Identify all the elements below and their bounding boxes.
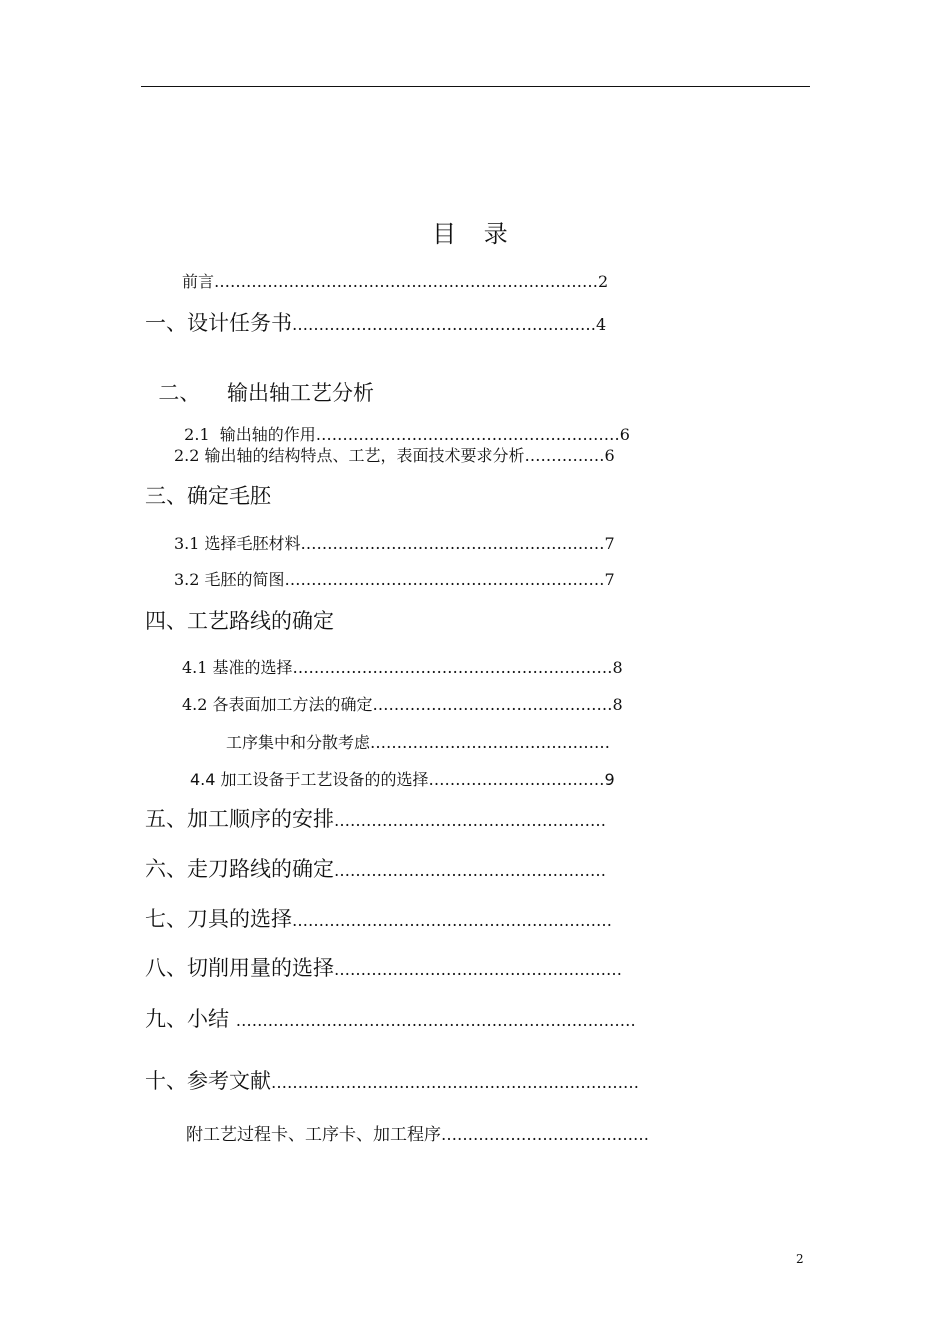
toc-entry-section-9[interactable] <box>145 1009 636 1030</box>
toc-entry-text: 2.2 输出轴的结构特点、工艺，表面技术要求分析 <box>174 446 525 465</box>
toc-entry-text: 七、刀具的选择 <box>145 907 292 931</box>
toc-entry-leader: …………………………………………………………… <box>271 1073 639 1092</box>
toc-entry-text: 十、参考文献 <box>145 1069 271 1093</box>
toc-entry-text: 九、小结 <box>145 1007 229 1031</box>
toc-entry-page: 8 <box>612 695 623 714</box>
toc-entry-3-2[interactable] <box>174 572 615 588</box>
toc-entry-leader: ……………………………………………… <box>334 960 622 979</box>
toc-entry-leader: ……………………………………… <box>372 695 613 714</box>
toc-entry-leader: ………………………………………………………………… <box>235 1011 636 1030</box>
toc-entry-text: 4.4 加工设备于工艺设备的的选择 <box>190 770 429 789</box>
toc-entry-appendix[interactable] <box>186 1127 649 1144</box>
toc-entry-page: 7 <box>604 570 615 589</box>
header-rule <box>141 86 810 87</box>
toc-entry-leader: …………………………………………… <box>334 811 606 830</box>
toc-entry-4-3[interactable] <box>226 735 610 751</box>
toc-entry-leader: ………………………………………………… <box>300 534 605 553</box>
toc-entry-text: 六、走刀路线的确定 <box>145 857 334 881</box>
toc-entry-section-2[interactable] <box>145 362 374 404</box>
toc-entry-text: 工序集中和分散考虑 <box>226 733 371 752</box>
toc-entry-text: 一、设计任务书 <box>145 311 292 335</box>
toc-entry-section-7[interactable] <box>145 909 612 930</box>
toc-entry-leader: ………………………………… <box>441 1125 649 1144</box>
toc-entry-page: 2 <box>598 272 609 291</box>
toc-entry-leader: ……………………………………………………………… <box>214 272 599 291</box>
toc-entry-leader: …………………………………………………… <box>284 570 605 589</box>
toc-entry-text: 四、工艺路线的确定 <box>145 609 334 633</box>
toc-entry-section-10[interactable] <box>145 1071 639 1092</box>
toc-entry-text: 4.1 基准的选择 <box>182 658 293 677</box>
toc-entry-text: 前言 <box>182 272 215 291</box>
toc-entry-2-2[interactable] <box>174 448 615 464</box>
toc-entry-leader: …………………………………………………… <box>292 658 613 677</box>
toc-entry-section-5[interactable] <box>145 809 606 830</box>
toc-entry-text: 二、 输出轴工艺分析 <box>158 381 375 405</box>
toc-entry-text: 附工艺过程卡、工序卡、加工程序 <box>186 1125 441 1145</box>
toc-entry-4-2[interactable] <box>182 697 623 713</box>
toc-entry-page: 9 <box>604 770 615 789</box>
toc-entry-page: 7 <box>604 534 615 553</box>
toc-entry-text: 3.1 选择毛胚材料 <box>174 534 301 553</box>
toc-entry-section-4[interactable] <box>145 611 334 632</box>
toc-entry-text: 2.1 输出轴的作用 <box>184 425 316 444</box>
toc-entry-4-1[interactable] <box>182 660 623 676</box>
toc-entry-page: 4 <box>596 315 607 334</box>
toc-entry-section-6[interactable] <box>145 859 606 880</box>
toc-entry-section-8[interactable] <box>145 958 622 979</box>
toc-entry-section-3[interactable] <box>145 486 271 507</box>
toc-entry-leader: …………………………………………… <box>334 861 606 880</box>
toc-entry-leader: ………………………………………………… <box>292 315 596 334</box>
toc-entry-leader: ……………………………………… <box>370 733 611 752</box>
toc-entry-text: 五、加工顺序的安排 <box>145 807 334 831</box>
toc-entry-4-4[interactable] <box>190 772 615 788</box>
toc-entry-preface[interactable] <box>182 274 608 290</box>
toc-entry-leader: …………………………… <box>428 770 605 789</box>
toc-entry-text: 八、切削用量的选择 <box>145 956 334 980</box>
page-number: 2 <box>796 1252 804 1266</box>
toc-entry-leader: ………………………………………………… <box>315 425 620 444</box>
toc-entry-page: 6 <box>619 425 630 444</box>
toc-entry-3-1[interactable] <box>174 536 615 552</box>
toc-entry-page: 8 <box>612 658 623 677</box>
toc-entry-section-1[interactable] <box>145 313 606 334</box>
toc-entry-text: 3.2 毛胚的简图 <box>174 570 285 589</box>
toc-entry-leader: …………… <box>524 446 605 465</box>
toc-entry-text: 三、确定毛胚 <box>145 484 271 508</box>
toc-title: 目 录 <box>432 220 518 248</box>
toc-entry-page: 6 <box>604 446 615 465</box>
toc-entry-2-1[interactable] <box>174 411 630 443</box>
toc-entry-text: 4.2 各表面加工方法的确定 <box>182 695 373 714</box>
toc-entry-leader: …………………………………………………… <box>292 911 612 930</box>
